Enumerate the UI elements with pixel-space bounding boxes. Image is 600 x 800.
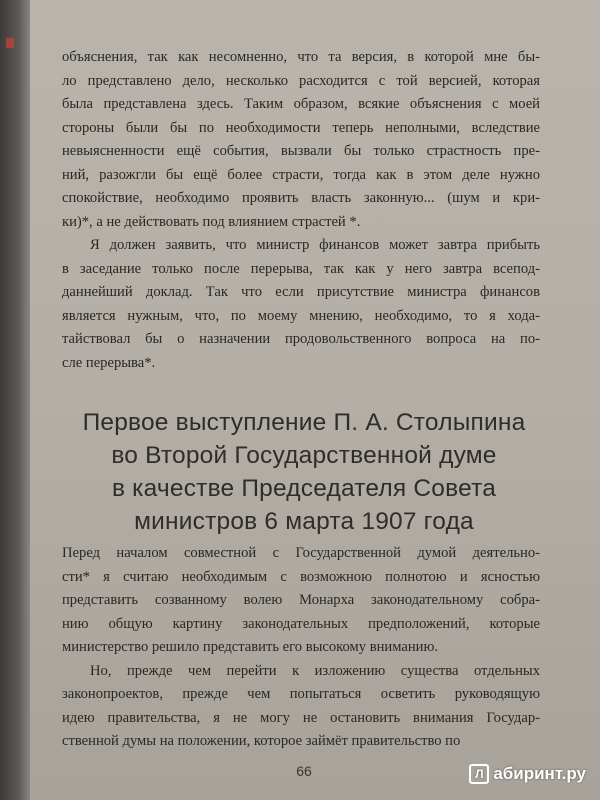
page-number: 66 (296, 763, 312, 779)
text-line: министерство решило представить его высокому вниманию. (62, 639, 439, 655)
text-line: объяснения, так как несомненно, что та версия, в которой мне бы- (62, 49, 540, 65)
labirint-logo-icon: Л (469, 764, 489, 784)
text-line: в заседание только после перерыва, так как у него завтра всепод- (62, 260, 540, 277)
text-line: ственной думы на положении, которое займёт правительство по (62, 733, 461, 749)
text-line: Я должен заявить, что министр финансов может завтра прибыть (90, 237, 540, 253)
text-line: законопроектов, прежде чем попытаться осветить руководящую (62, 686, 540, 702)
spine-mark (6, 38, 14, 48)
text-line: является нужным, что, по моему мнению, необходимо, то я хода- (62, 307, 540, 324)
body-text-top (62, 46, 540, 375)
text-line: невыясненности ещё события, вызвали бы только страстность пре- (62, 143, 540, 159)
text-line: Перед началом совместной с Государственной думой деятельно- (62, 545, 540, 561)
text-line: тайствовал бы о назначении продовольственного вопроса на по- (62, 331, 540, 347)
body-text-bottom (62, 542, 540, 754)
heading-line: министров 6 марта 1907 года (134, 508, 474, 535)
text-line: даннейший доклад. Так что если присутствие министра финансов (62, 284, 540, 300)
watermark (469, 764, 586, 784)
watermark-text: абиринт.ру (493, 764, 586, 783)
heading-line: Первое выступление П. А. Столыпина (82, 409, 526, 436)
text-line: Но, прежде чем перейти к изложению существа отдельных (90, 662, 540, 679)
heading-line: в качестве Председателя Совета (111, 475, 497, 502)
text-line: ки)*, а не действовать под влиянием страстей *. (62, 213, 361, 230)
section-heading (74, 406, 534, 538)
text-line: была представлена здесь. Таким образом, всякие объяснения с моей (62, 96, 540, 112)
text-line: ло представлено дело, несколько расходится с той версией, которая (62, 72, 540, 89)
text-line: нию общую картину законодательных предположений, которые (62, 615, 540, 632)
text-line: сле перерыва*. (62, 354, 156, 371)
text-line: сти* я считаю необходимым с возможною полнотою и ясностью (62, 568, 540, 585)
text-line: стороны были бы по необходимости теперь неполными, вследствие (62, 119, 540, 136)
text-line: идею правительства, я не могу не остановить внимания Государ- (62, 709, 540, 726)
heading-line: во Второй Государственной думе (111, 442, 497, 469)
text-line: представить созванному волею Монарха законодательному собра- (62, 592, 540, 608)
book-spine-edge (0, 0, 30, 800)
text-line: ний, разожгли бы ещё более страсти, тогда как в этом деле нужно (62, 166, 540, 183)
text-line: спокойствие, необходимо проявить власть законную... (шум и кри- (62, 190, 540, 206)
